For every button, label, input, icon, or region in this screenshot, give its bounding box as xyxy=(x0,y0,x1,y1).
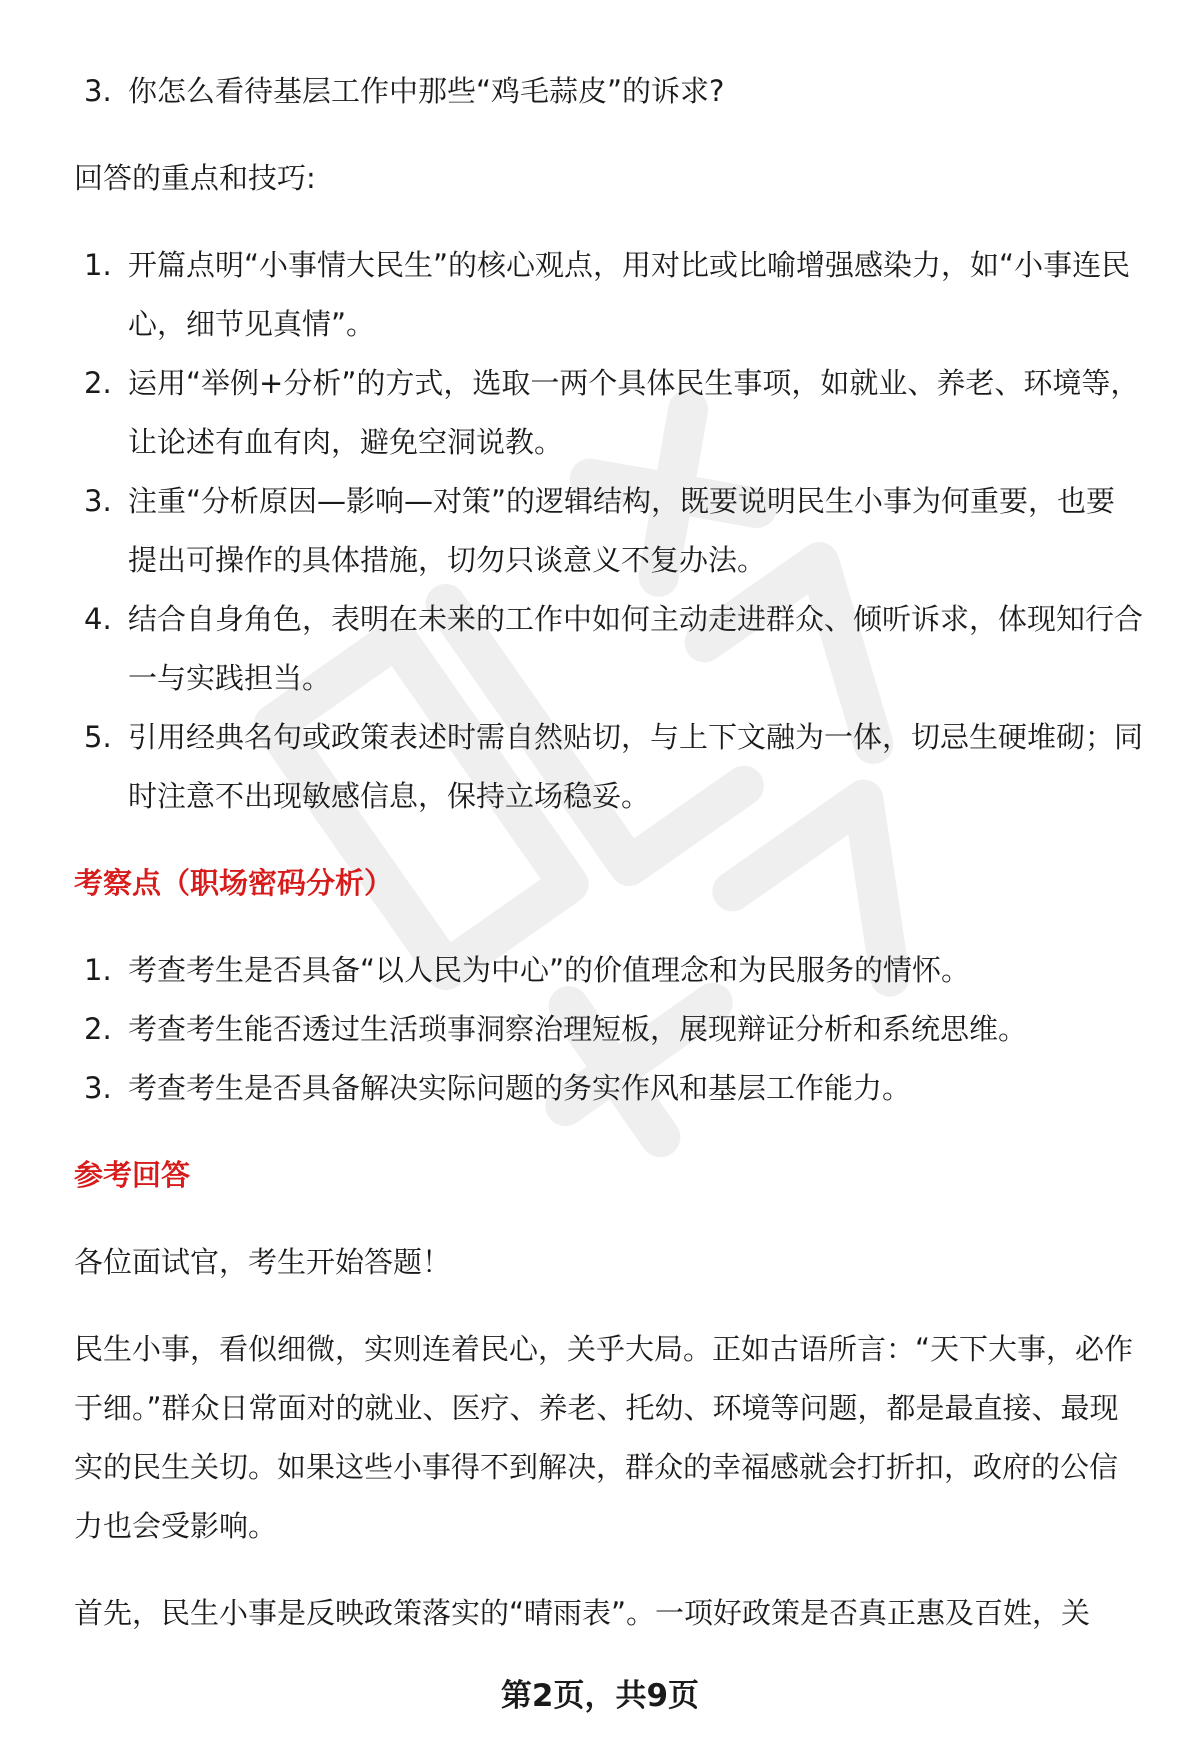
list-item xyxy=(74,472,1144,590)
exam-points-list xyxy=(74,941,1144,1118)
tips-list xyxy=(74,236,1144,826)
list-text: 注重“分析原因—影响—对策”的逻辑结构，既要说明民生小事为何重要，也要提出可操作的具体措施，切勿只谈意义不复办法。 xyxy=(128,484,1116,577)
page-footer: 第2页，共9页 xyxy=(500,1678,700,1714)
list-text: 考查考生能否透过生活琐事洞察治理短板，展现辩证分析和系统思维。 xyxy=(128,1012,1028,1046)
list-text: 运用“举例+分析”的方式，选取一两个具体民生事项，如就业、养老、环境等，让论述有血有肉，避免空洞说教。 xyxy=(128,366,1140,459)
list-text: 开篇点明“小事情大民生”的核心观点，用对比或比喻增强感染力，如“小事连民心，细节见真情”。 xyxy=(128,248,1131,341)
list-text: 你怎么看待基层工作中那些“鸡毛蒜皮”的诉求? xyxy=(128,74,725,108)
list-item xyxy=(74,941,1144,1000)
reference-paragraph: 首先，民生小事是反映政策落实的“晴雨表”。一项好政策是否真正惠及百姓，关 xyxy=(74,1596,1091,1630)
page-content xyxy=(74,62,1144,1643)
list-text: 引用经典名句或政策表述时需自然贴切，与上下文融为一体，切忌生硬堆砌；同时注意不出现敏感信息，保持立场稳妥。 xyxy=(128,720,1144,813)
list-item xyxy=(74,590,1144,708)
list-text: 结合自身角色，表明在未来的工作中如何主动走进群众、倾听诉求，体现知行合一与实践担当。 xyxy=(128,602,1144,695)
list-number: 3. xyxy=(84,484,112,518)
question-list xyxy=(74,62,1144,121)
list-text: 考查考生是否具备解决实际问题的务实作风和基层工作能力。 xyxy=(128,1071,912,1105)
list-item xyxy=(74,354,1144,472)
list-item xyxy=(74,1000,1144,1059)
list-item xyxy=(74,236,1144,354)
reference-paragraph: 民生小事，看似细微，实则连着民心，关乎大局。正如古语所言：“天下大事，必作于细。”群众日常面对的就业、医疗、养老、托幼、环境等问题，都是最直接、最现实的民生关切。如果这些小事得不到解决，群众的幸福感就会打折扣，政府的公信力也会受影响。 xyxy=(74,1332,1134,1543)
reference-paragraph: 各位面试官，考生开始答题！ xyxy=(74,1245,452,1279)
list-number: 2. xyxy=(84,1012,112,1046)
list-number: 2. xyxy=(84,366,112,400)
list-number: 1. xyxy=(84,953,112,987)
list-number: 3. xyxy=(84,1071,112,1105)
tips-title: 回答的重点和技巧: xyxy=(74,161,316,195)
list-number: 3. xyxy=(84,74,112,108)
exam-points-heading: 考察点（职场密码分析） xyxy=(74,866,394,900)
list-item xyxy=(74,62,1144,121)
list-item xyxy=(74,708,1144,826)
list-text: 考查考生是否具备“以人民为中心”的价值理念和为民服务的情怀。 xyxy=(128,953,971,987)
list-number: 1. xyxy=(84,248,112,282)
list-item xyxy=(74,1059,1144,1118)
list-number: 4. xyxy=(84,602,112,636)
list-number: 5. xyxy=(84,720,112,754)
reference-heading: 参考回答 xyxy=(74,1158,191,1192)
